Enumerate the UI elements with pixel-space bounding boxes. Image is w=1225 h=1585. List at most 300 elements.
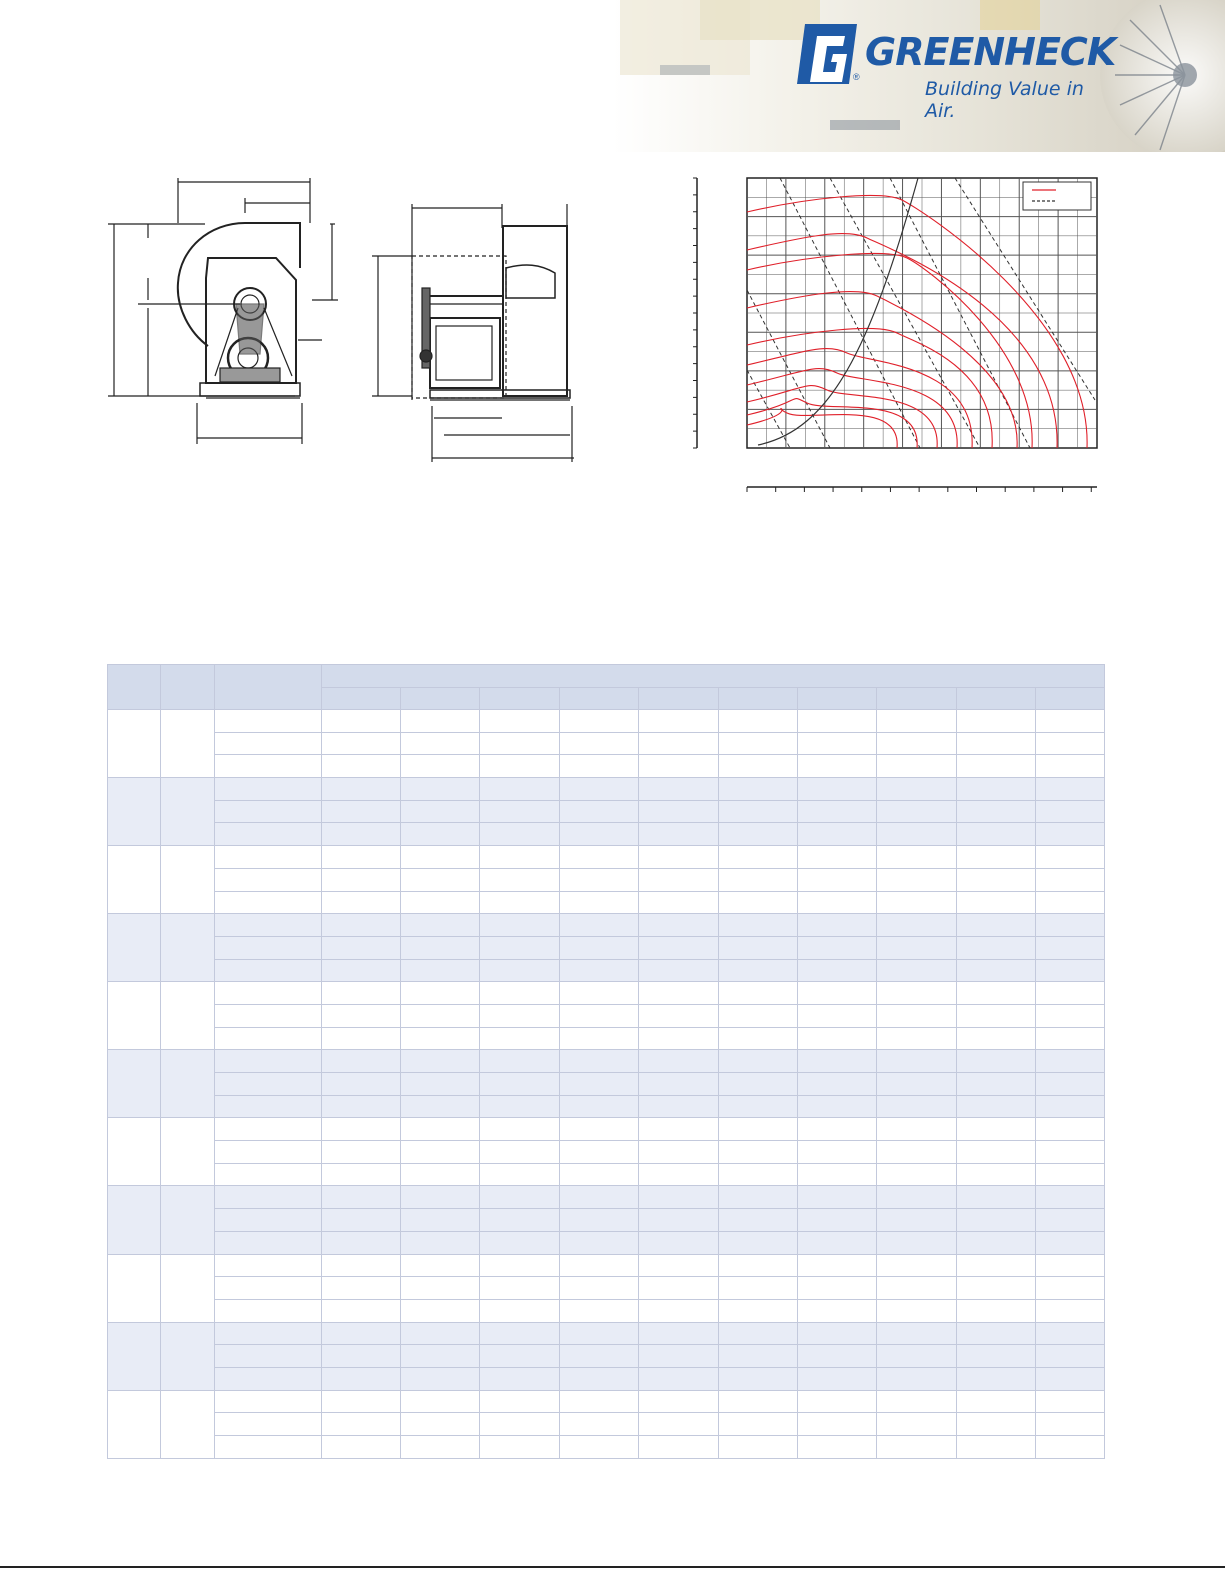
table-cell xyxy=(719,1209,798,1232)
table-cell xyxy=(957,1413,1036,1436)
table-cell xyxy=(877,1050,957,1073)
table-cell xyxy=(719,1367,798,1390)
table-cell xyxy=(401,846,480,869)
table-cell xyxy=(401,800,480,823)
table-row-group xyxy=(108,1186,1105,1254)
table-cell xyxy=(480,868,560,891)
table-row xyxy=(108,1186,1105,1209)
table-cell xyxy=(480,846,560,869)
table-cell xyxy=(639,1254,719,1277)
table-row-group xyxy=(108,1254,1105,1322)
table-cell xyxy=(401,1186,480,1209)
table-row xyxy=(108,936,1105,959)
table-cell xyxy=(877,1299,957,1322)
table-row xyxy=(108,1345,1105,1368)
table-cell xyxy=(560,1231,639,1254)
table-cell xyxy=(719,732,798,755)
table-cell xyxy=(957,1345,1036,1368)
table-row xyxy=(108,1367,1105,1390)
table-cell xyxy=(957,1436,1036,1459)
table-cell xyxy=(957,1231,1036,1254)
table-cell xyxy=(322,1345,401,1368)
header-cell xyxy=(560,688,639,710)
table-cell xyxy=(1036,732,1105,755)
table-cell xyxy=(322,1277,401,1300)
table-cell xyxy=(798,1413,877,1436)
table-cell xyxy=(560,1345,639,1368)
table-cell xyxy=(401,755,480,778)
table-cell xyxy=(639,800,719,823)
table-cell xyxy=(877,868,957,891)
table-cell xyxy=(1036,710,1105,733)
table-cell xyxy=(215,1118,322,1141)
table-cell xyxy=(560,982,639,1005)
header-cell xyxy=(1036,688,1105,710)
table-cell xyxy=(108,1254,161,1322)
table-cell xyxy=(560,1367,639,1390)
table-row xyxy=(108,959,1105,982)
table-cell xyxy=(480,1390,560,1413)
table-cell xyxy=(480,1367,560,1390)
table-cell xyxy=(401,1299,480,1322)
table-cell xyxy=(798,1436,877,1459)
table-cell xyxy=(957,1163,1036,1186)
table-cell xyxy=(560,1095,639,1118)
table-row xyxy=(108,1277,1105,1300)
table-row xyxy=(108,1027,1105,1050)
table-row xyxy=(108,800,1105,823)
table-cell xyxy=(877,1413,957,1436)
table-cell xyxy=(322,1436,401,1459)
table-cell xyxy=(401,1027,480,1050)
chart-legend xyxy=(1023,182,1091,210)
table-cell xyxy=(215,1390,322,1413)
table-cell xyxy=(1036,778,1105,801)
table-cell xyxy=(639,823,719,846)
table-cell xyxy=(322,755,401,778)
table-cell xyxy=(1036,1299,1105,1322)
table-cell xyxy=(1036,1095,1105,1118)
table-cell xyxy=(322,1367,401,1390)
table-cell xyxy=(108,778,161,846)
table-row-group xyxy=(108,846,1105,914)
table-row xyxy=(108,1209,1105,1232)
table-cell xyxy=(108,1322,161,1390)
table-cell xyxy=(877,959,957,982)
table-row-group xyxy=(108,982,1105,1050)
table-cell xyxy=(480,1118,560,1141)
table-cell xyxy=(322,823,401,846)
table-row xyxy=(108,868,1105,891)
table-cell xyxy=(401,1209,480,1232)
table-cell xyxy=(215,1436,322,1459)
table-cell xyxy=(560,936,639,959)
table-cell xyxy=(1036,1254,1105,1277)
table-cell xyxy=(957,732,1036,755)
table-cell xyxy=(322,959,401,982)
table-cell xyxy=(877,1345,957,1368)
table-cell xyxy=(1036,914,1105,937)
table-cell xyxy=(877,1254,957,1277)
table-cell xyxy=(719,778,798,801)
table-cell xyxy=(215,1141,322,1164)
table-cell xyxy=(480,1277,560,1300)
table-cell xyxy=(401,1004,480,1027)
table-cell xyxy=(719,710,798,733)
table-cell xyxy=(560,1436,639,1459)
table-cell xyxy=(877,1367,957,1390)
table-row xyxy=(108,778,1105,801)
table-cell xyxy=(639,846,719,869)
table-cell xyxy=(161,982,215,1050)
table-cell xyxy=(1036,1163,1105,1186)
header-banner xyxy=(0,0,1225,152)
table-cell xyxy=(560,1254,639,1277)
table-cell xyxy=(161,914,215,982)
table-cell xyxy=(322,1095,401,1118)
table-cell xyxy=(639,891,719,914)
table-cell xyxy=(719,959,798,982)
table-cell xyxy=(957,1254,1036,1277)
table-cell xyxy=(480,710,560,733)
table-cell xyxy=(798,1027,877,1050)
table-cell xyxy=(719,1095,798,1118)
table-cell xyxy=(322,936,401,959)
table-cell xyxy=(719,800,798,823)
table-cell xyxy=(560,800,639,823)
table-cell xyxy=(480,1050,560,1073)
table-cell xyxy=(480,1141,560,1164)
table-row xyxy=(108,1436,1105,1459)
table-row xyxy=(108,1073,1105,1096)
table-cell xyxy=(798,1141,877,1164)
table-cell xyxy=(108,1050,161,1118)
table-cell xyxy=(1036,1004,1105,1027)
table-cell xyxy=(560,1050,639,1073)
table-cell xyxy=(401,982,480,1005)
table-cell xyxy=(560,1004,639,1027)
table-cell xyxy=(322,1163,401,1186)
table-cell xyxy=(401,1367,480,1390)
table-cell xyxy=(957,914,1036,937)
table-cell xyxy=(480,959,560,982)
table-cell xyxy=(877,823,957,846)
table-cell xyxy=(719,1163,798,1186)
table-cell xyxy=(957,982,1036,1005)
fan-dimension-drawings xyxy=(100,168,580,468)
header-cell xyxy=(957,688,1036,710)
table-cell xyxy=(215,732,322,755)
table-cell xyxy=(798,1390,877,1413)
table-cell xyxy=(215,1367,322,1390)
table-row xyxy=(108,823,1105,846)
table-cell xyxy=(560,732,639,755)
table-header-row xyxy=(108,665,1105,688)
table-cell xyxy=(560,823,639,846)
table-cell xyxy=(401,1050,480,1073)
table-cell xyxy=(401,1095,480,1118)
table-cell xyxy=(480,732,560,755)
table-cell xyxy=(401,1390,480,1413)
table-cell xyxy=(1036,1118,1105,1141)
table-cell xyxy=(957,891,1036,914)
table-cell xyxy=(215,1027,322,1050)
table-cell xyxy=(401,936,480,959)
table-cell xyxy=(877,891,957,914)
table-cell xyxy=(639,1027,719,1050)
table-cell xyxy=(401,959,480,982)
table-cell xyxy=(108,1118,161,1186)
table-cell xyxy=(957,1118,1036,1141)
table-cell xyxy=(719,823,798,846)
table-cell xyxy=(719,1186,798,1209)
side-view-drawing xyxy=(372,204,580,462)
table-cell xyxy=(480,891,560,914)
table-cell xyxy=(401,823,480,846)
table-cell xyxy=(322,1254,401,1277)
table-cell xyxy=(480,1186,560,1209)
table-cell xyxy=(560,868,639,891)
table-cell xyxy=(639,1413,719,1436)
table-cell xyxy=(560,1413,639,1436)
table-cell xyxy=(719,1050,798,1073)
table-cell xyxy=(480,778,560,801)
table-cell xyxy=(215,1209,322,1232)
table-cell xyxy=(639,1004,719,1027)
table-cell xyxy=(798,868,877,891)
table-cell xyxy=(957,1277,1036,1300)
header-cell xyxy=(719,688,798,710)
table-cell xyxy=(161,1254,215,1322)
header-cell xyxy=(798,688,877,710)
table-cell xyxy=(401,778,480,801)
table-cell xyxy=(798,1186,877,1209)
table-cell xyxy=(215,778,322,801)
table-cell xyxy=(401,1322,480,1345)
table-cell xyxy=(798,1118,877,1141)
table-cell xyxy=(401,1277,480,1300)
table-row-group xyxy=(108,1322,1105,1390)
performance-table xyxy=(107,664,1105,1459)
header-cell xyxy=(161,665,215,710)
table-cell xyxy=(1036,1186,1105,1209)
table-cell xyxy=(560,1186,639,1209)
table-cell xyxy=(560,1277,639,1300)
footer-rule xyxy=(0,1566,1225,1568)
table-cell xyxy=(719,982,798,1005)
table-cell xyxy=(957,1050,1036,1073)
table-cell xyxy=(639,755,719,778)
table-cell xyxy=(1036,823,1105,846)
table-cell xyxy=(401,732,480,755)
table-cell xyxy=(798,1277,877,1300)
table-cell xyxy=(322,846,401,869)
table-cell xyxy=(161,710,215,778)
table-cell xyxy=(877,1436,957,1459)
table-cell xyxy=(215,1163,322,1186)
table-cell xyxy=(719,1231,798,1254)
table-row xyxy=(108,755,1105,778)
table-row xyxy=(108,914,1105,937)
table-cell xyxy=(560,1118,639,1141)
static-pressure-group-header xyxy=(322,665,1105,688)
table-cell xyxy=(957,846,1036,869)
table-cell xyxy=(322,732,401,755)
header-cell xyxy=(877,688,957,710)
table-cell xyxy=(1036,1277,1105,1300)
table-cell xyxy=(401,868,480,891)
table-cell xyxy=(719,1322,798,1345)
table-cell xyxy=(719,1027,798,1050)
table-cell xyxy=(108,1390,161,1458)
table-cell xyxy=(798,1299,877,1322)
table-cell xyxy=(639,1390,719,1413)
table-row xyxy=(108,1004,1105,1027)
table-cell xyxy=(560,755,639,778)
table-cell xyxy=(957,936,1036,959)
table-cell xyxy=(798,1231,877,1254)
table-cell xyxy=(108,710,161,778)
table-cell xyxy=(798,1209,877,1232)
table-cell xyxy=(1036,891,1105,914)
table-cell xyxy=(215,1322,322,1345)
table-cell xyxy=(480,1073,560,1096)
table-cell xyxy=(322,1231,401,1254)
table-cell xyxy=(957,1299,1036,1322)
table-cell xyxy=(877,1231,957,1254)
table-cell xyxy=(798,1322,877,1345)
table-cell xyxy=(560,1163,639,1186)
table-cell xyxy=(480,914,560,937)
table-row xyxy=(108,1163,1105,1186)
table-cell xyxy=(639,710,719,733)
table-cell xyxy=(480,1004,560,1027)
table-cell xyxy=(798,1073,877,1096)
table-cell xyxy=(401,1231,480,1254)
table-cell xyxy=(957,1004,1036,1027)
table-cell xyxy=(639,959,719,982)
table-cell xyxy=(798,936,877,959)
table-cell xyxy=(322,1299,401,1322)
table-cell xyxy=(639,1231,719,1254)
table-cell xyxy=(639,1277,719,1300)
table-cell xyxy=(719,846,798,869)
table-cell xyxy=(401,1163,480,1186)
table-cell xyxy=(1036,959,1105,982)
table-cell xyxy=(877,1186,957,1209)
table-row-group xyxy=(108,710,1105,778)
table-cell xyxy=(957,710,1036,733)
table-cell xyxy=(1036,1231,1105,1254)
fan-performance-chart xyxy=(690,170,1110,500)
table-cell xyxy=(215,868,322,891)
table-row xyxy=(108,710,1105,733)
table-cell xyxy=(215,710,322,733)
table-cell xyxy=(480,800,560,823)
table-cell xyxy=(322,1186,401,1209)
table-cell xyxy=(1036,1345,1105,1368)
table-cell xyxy=(161,1322,215,1390)
table-row xyxy=(108,1118,1105,1141)
table-row xyxy=(108,1050,1105,1073)
table-cell xyxy=(401,1254,480,1277)
table-cell xyxy=(322,982,401,1005)
table-cell xyxy=(639,1436,719,1459)
table-cell xyxy=(560,1141,639,1164)
table-cell xyxy=(639,1209,719,1232)
table-cell xyxy=(1036,1390,1105,1413)
table-cell xyxy=(957,868,1036,891)
table-row-group xyxy=(108,778,1105,846)
header-cell xyxy=(215,665,322,710)
table-cell xyxy=(798,732,877,755)
registered-mark: ® xyxy=(853,72,860,82)
table-cell xyxy=(1036,1141,1105,1164)
table-cell xyxy=(161,1390,215,1458)
table-cell xyxy=(639,1186,719,1209)
table-cell xyxy=(322,778,401,801)
table-cell xyxy=(639,868,719,891)
table-cell xyxy=(560,891,639,914)
greenheck-logo-icon xyxy=(795,22,859,86)
table-cell xyxy=(215,755,322,778)
table-cell xyxy=(639,1073,719,1096)
table-cell xyxy=(798,755,877,778)
table-cell xyxy=(560,1299,639,1322)
table-row xyxy=(108,846,1105,869)
header-cell xyxy=(108,665,161,710)
table-cell xyxy=(401,1413,480,1436)
table-cell xyxy=(877,755,957,778)
table-cell xyxy=(108,982,161,1050)
table-cell xyxy=(480,1027,560,1050)
table-cell xyxy=(719,755,798,778)
table-cell xyxy=(719,1436,798,1459)
table-cell xyxy=(719,891,798,914)
table-cell xyxy=(957,800,1036,823)
table-cell xyxy=(957,1322,1036,1345)
table-cell xyxy=(877,982,957,1005)
table-cell xyxy=(798,1004,877,1027)
table-cell xyxy=(161,778,215,846)
table-cell xyxy=(480,1299,560,1322)
greenheck-logo[interactable] xyxy=(795,22,1116,122)
table-cell xyxy=(957,823,1036,846)
table-cell xyxy=(1036,1436,1105,1459)
table-cell xyxy=(215,1345,322,1368)
brand-tagline: Building Value in Air. xyxy=(925,78,1084,122)
table-cell xyxy=(798,914,877,937)
table-cell xyxy=(957,1141,1036,1164)
table-row xyxy=(108,982,1105,1005)
table-cell xyxy=(215,891,322,914)
header-cell xyxy=(480,688,560,710)
table-cell xyxy=(161,1186,215,1254)
table-cell xyxy=(401,1073,480,1096)
table-cell xyxy=(798,778,877,801)
table-cell xyxy=(719,1345,798,1368)
table-cell xyxy=(560,959,639,982)
table-cell xyxy=(719,1073,798,1096)
table-cell xyxy=(322,1050,401,1073)
table-row-group xyxy=(108,1390,1105,1458)
table-cell xyxy=(1036,755,1105,778)
table-cell xyxy=(877,1004,957,1027)
table-cell xyxy=(1036,1322,1105,1345)
table-cell xyxy=(401,1118,480,1141)
header-cell xyxy=(401,688,480,710)
table-cell xyxy=(798,710,877,733)
